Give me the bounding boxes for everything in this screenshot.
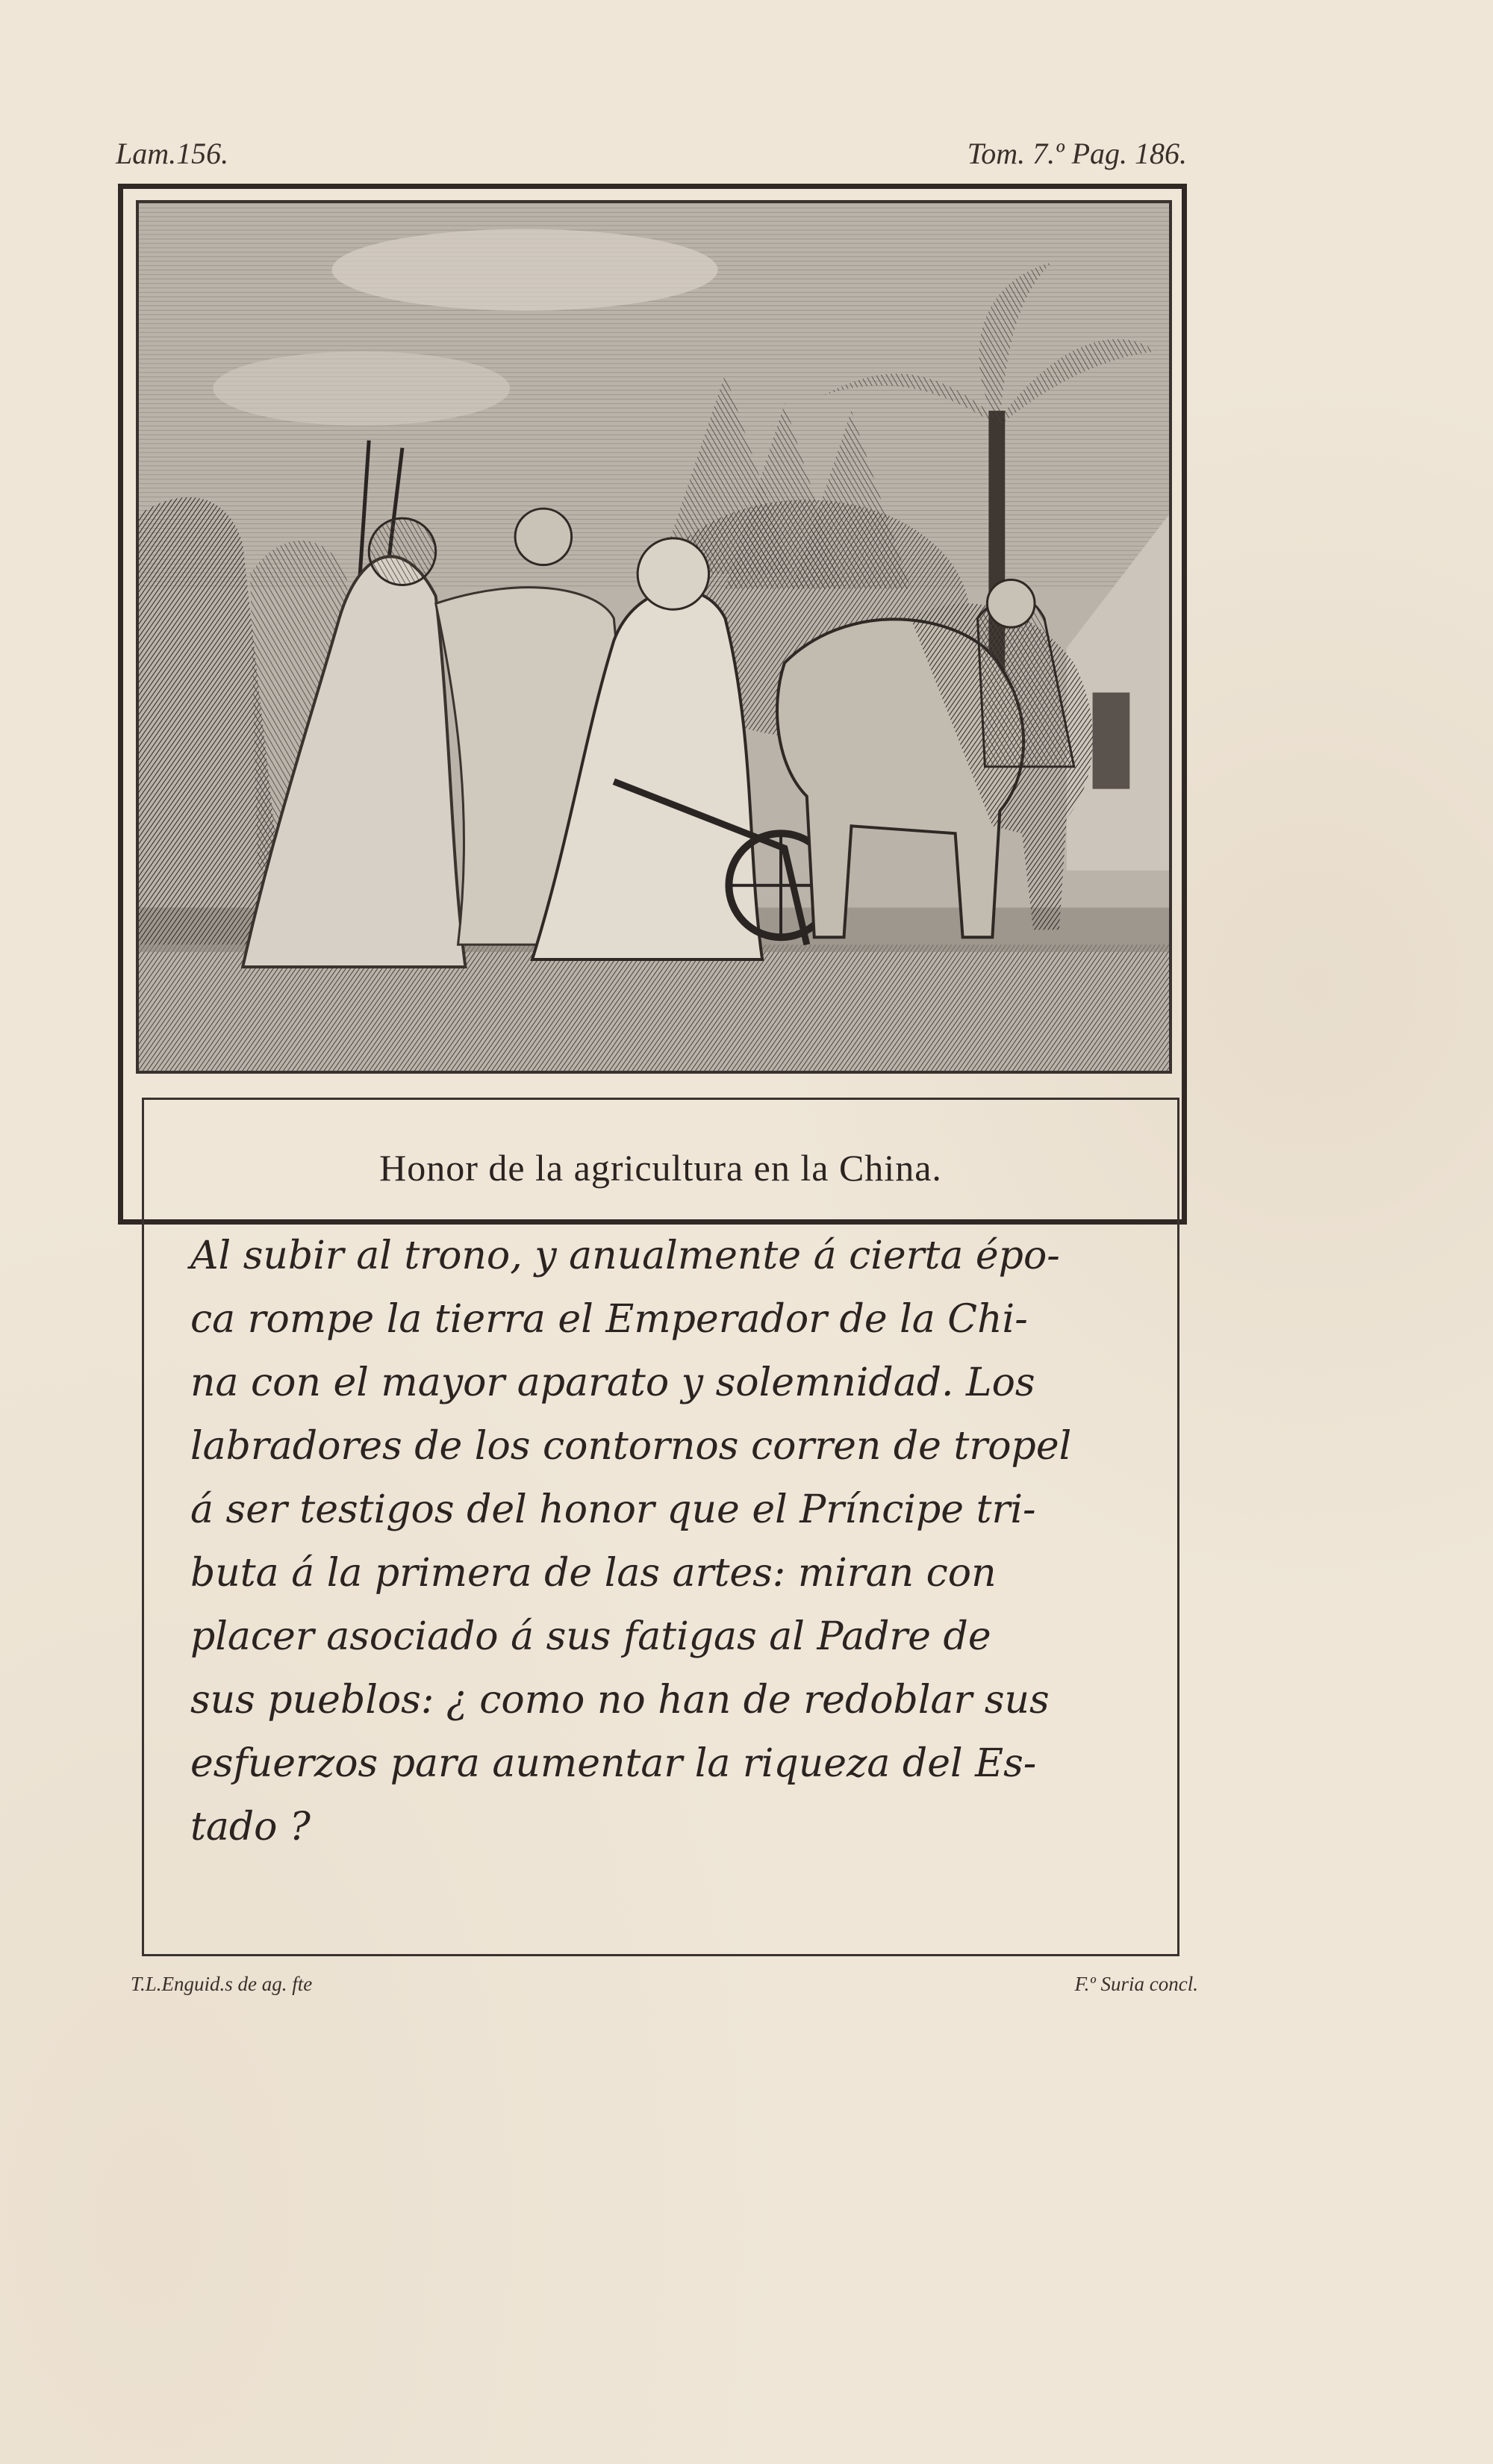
engraver-credit: T.L.Enguid.s de ag. fte: [131, 1973, 313, 1995]
description-line: ca rompe la tierra el Emperador de la Chi-: [190, 1297, 1028, 1342]
description-line: sus pueblos: ¿ como no han de redoblar sus: [190, 1678, 1050, 1723]
description-line: á ser testigos del honor que el Príncipe tri-: [190, 1487, 1036, 1532]
engraving-scene: [139, 203, 1169, 1071]
description-line: esfuerzos para aumentar la riqueza del Es-: [190, 1741, 1037, 1786]
description-line: Al subir al trono, y anualmente á cierta épo-: [190, 1233, 1060, 1278]
plate-description: [190, 1225, 1138, 1859]
farmer-head: [987, 580, 1035, 628]
house-window: [1093, 692, 1130, 788]
description-line: tado ?: [190, 1805, 311, 1849]
description-line: buta á la primera de las artes: miran con: [190, 1551, 997, 1596]
description-line: placer asociado á sus fatigas al Padre de: [190, 1614, 991, 1659]
emperor-head: [638, 538, 708, 609]
designer-credit: F.º Suria concl.: [1074, 1973, 1198, 1995]
attendant-head: [515, 508, 572, 564]
engraving-illustration: [136, 200, 1172, 1074]
volume-page-reference: Tom. 7.º Pag. 186.: [967, 137, 1187, 170]
cloud: [213, 352, 510, 426]
description-line: na con el mayor aparato y solemnidad. Los: [190, 1360, 1035, 1405]
description-line: labradores de los contornos corren de tropel: [190, 1424, 1072, 1469]
cloud: [332, 229, 718, 311]
official-head: [369, 518, 435, 585]
plate-number: Lam.156.: [116, 137, 229, 170]
plate-title: Honor de la agricultura en la China.: [379, 1147, 942, 1189]
